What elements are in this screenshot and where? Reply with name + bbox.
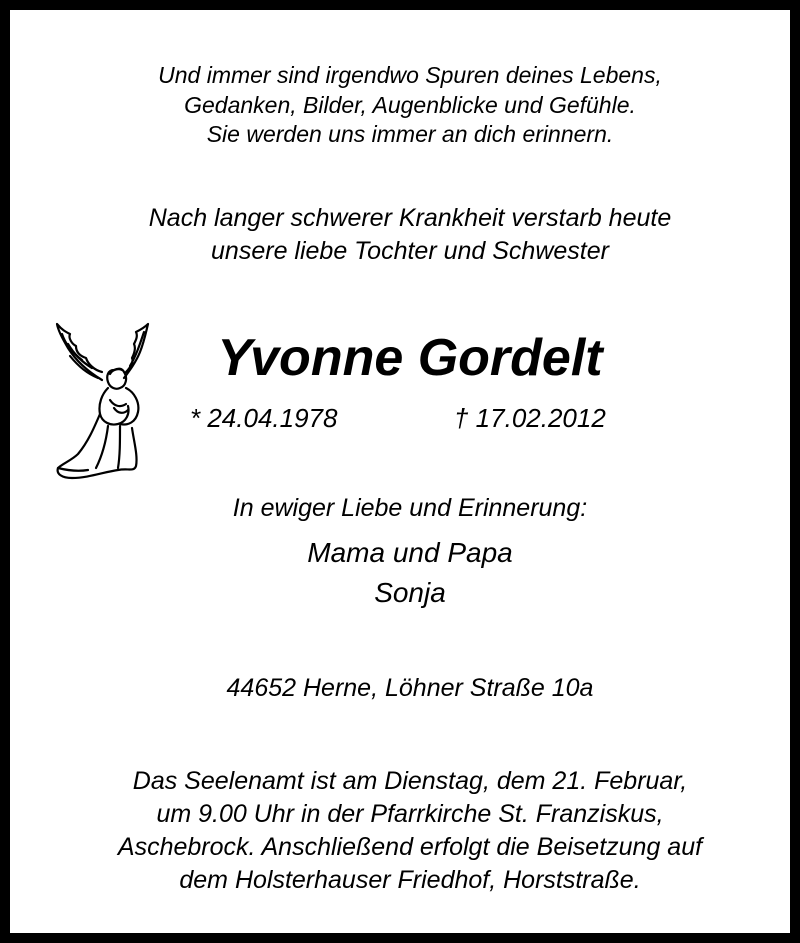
service-line-2: um 9.00 Uhr in der Pfarrkirche St. Franziskus, <box>156 800 664 828</box>
mourners-sibling: Sonja <box>374 577 446 608</box>
intro-line-2: unsere liebe Tochter und Schwester <box>211 237 609 265</box>
angel-icon <box>48 318 156 484</box>
address: 44652 Herne, Löhner Straße 10a <box>226 674 594 702</box>
verse-line-2: Gedanken, Bilder, Augenblicke und Gefühle. <box>184 92 636 118</box>
service-line-1: Das Seelenamt ist am Dienstag, dem 21. Februar, <box>132 767 688 795</box>
deceased-name: Yvonne Gordelt <box>217 329 603 387</box>
mourners-parents: Mama und Papa <box>307 537 513 568</box>
birth-date: * 24.04.1978 <box>190 403 338 433</box>
dedication: In ewiger Liebe und Erinnerung: <box>232 494 588 522</box>
verse-line-3: Sie werden uns immer an dich erinnern. <box>206 121 614 147</box>
death-date: † 17.02.2012 <box>454 403 606 433</box>
intro-line-1: Nach langer schwerer Krankheit verstarb heute <box>148 204 672 232</box>
service-line-3: Aschebrock. Anschließend erfolgt die Beisetzung auf <box>117 833 703 861</box>
verse-line-1: Und immer sind irgendwo Spuren deines Lebens, <box>158 62 662 88</box>
service-line-4: dem Holsterhauser Friedhof, Horststraße. <box>179 866 641 894</box>
